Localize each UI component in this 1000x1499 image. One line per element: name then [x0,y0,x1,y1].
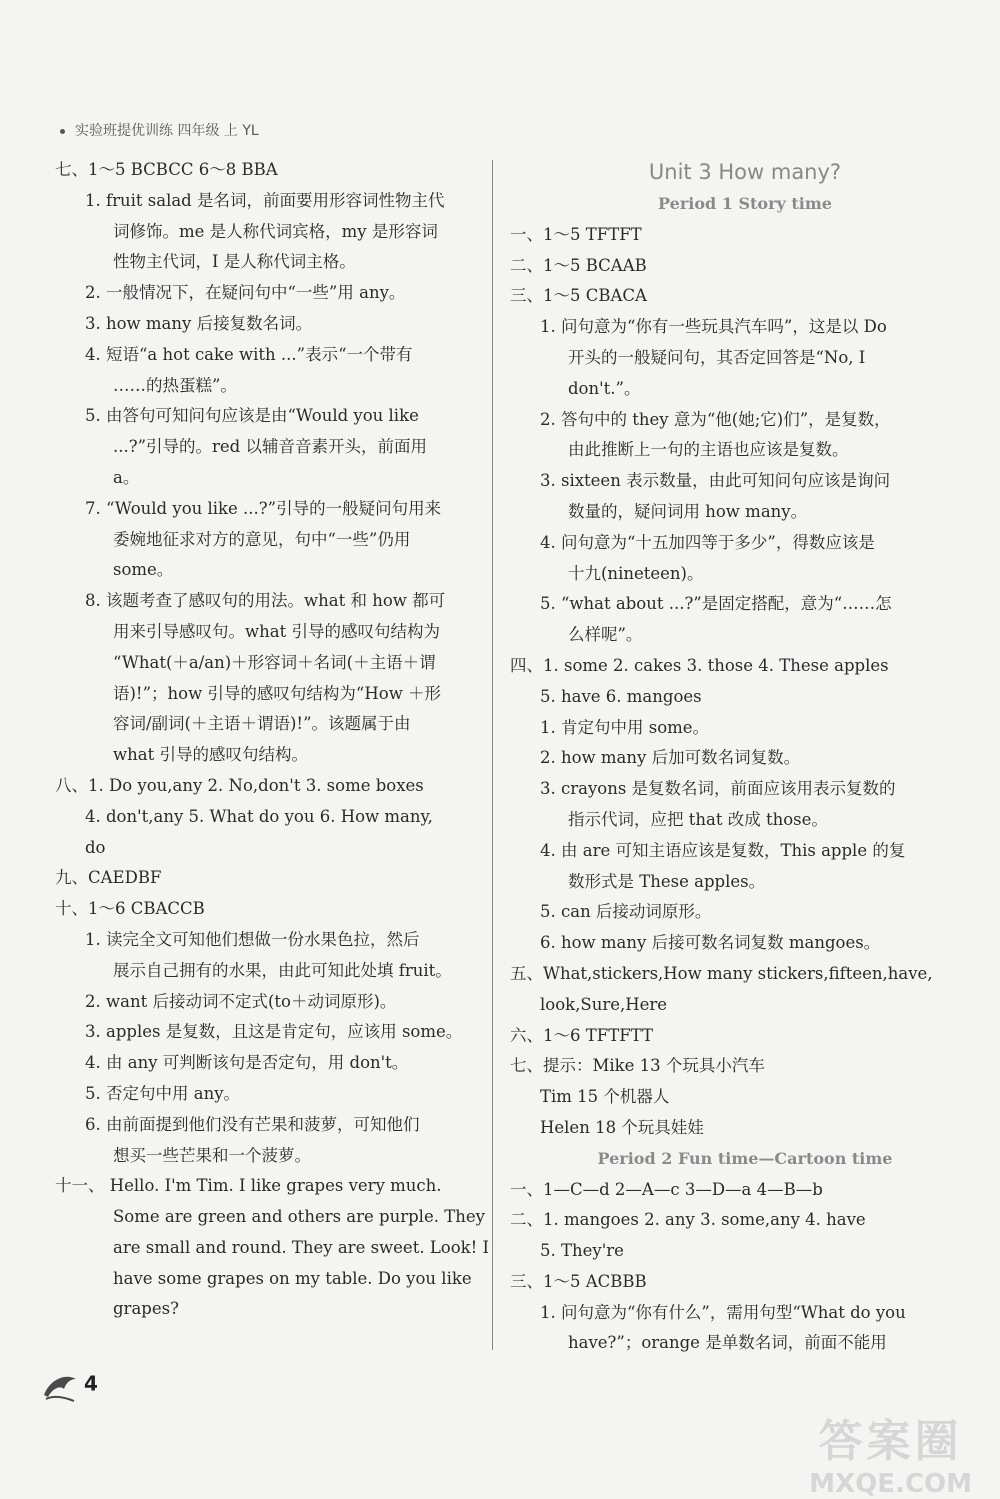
answer-line: 7. “Would you like ...?”引导的一般疑问句用来 [85,498,442,518]
answer-line: 5. 由答句可知问句应该是由“Would you like [85,406,419,426]
answer-line: 八、1. Do you,any 2. No,don't 3. some boxes [55,775,424,795]
answer-line: Some are green and others are purple. They [113,1207,485,1227]
answer-line: 二、1～5 BCAAB [510,255,647,275]
dolphin-logo-icon [40,1365,80,1405]
period-1-heading: Period 1 Story time [658,194,832,213]
answer-line: Helen 18 个玩具娃娃 [540,1117,704,1137]
answer-line: 六、1～6 TFTFTT [510,1025,653,1045]
answer-line: 词修饰。me 是人称代词宾格，my 是形容词 [113,221,438,241]
answer-line: Tim 15 个机器人 [540,1087,670,1107]
answer-line: look,Sure,Here [540,994,668,1014]
answer-line: 1. 问句意为“你有什么”，需用句型“What do you [540,1302,906,1322]
answer-line: 想买一些芒果和一个菠萝。 [113,1145,311,1165]
answer-line: 委婉地征求对方的意见，句中“一些”仍用 [113,529,411,549]
unit-title: Unit 3 How many? [648,160,842,184]
header-text: 实验班提优训练 四年级 上 YL [75,123,259,139]
answer-line: 4. 由 any 可判断该句是否定句，用 don't。 [85,1053,409,1073]
answer-line: 九、CAEDBF [55,868,162,888]
answer-line: 二、1. mangoes 2. any 3. some,any 4. have [510,1210,866,1230]
answer-line: 十一、 Hello. I'm Tim. I like grapes very much. [55,1176,442,1196]
answer-line: 2. want 后接动词不定式(to＋动词原形)。 [85,991,397,1011]
period-2-answers [510,1175,940,1360]
watermark-logo: 答案圈 MXQE.COM [809,1416,972,1499]
answer-line: 5. 否定句中用 any。 [85,1083,241,1103]
answer-line: 展示自己拥有的水果，由此可知此处填 fruit。 [113,960,452,980]
answer-line: 指示代词，应把 that 改成 those。 [568,809,828,829]
answer-line: 2. 答句中的 they 意为“他(她;它)们”，是复数， [540,409,891,429]
answer-line: 2. how many 后加可数名词复数。 [540,748,801,768]
answer-line: 三、1～5 ACBBB [510,1271,647,1291]
answer-line: do [85,837,106,857]
answer-line: 么样呢”。 [568,625,643,645]
answer-line: 8. 该题考查了感叹句的用法。what 和 how 都可 [85,591,446,611]
answer-line: 4. don't,any 5. What do you 6. How many, [85,806,433,826]
answer-line: what 引导的感叹句结构。 [113,745,308,765]
left-column [55,155,490,1325]
answer-line: 1. 读完全文可知他们想做一份水果色拉，然后 [85,929,420,949]
page-number-text: 4 [84,1371,98,1396]
answer-line: 由此推断上一句的主语也应该是复数。 [568,440,849,460]
answer-line: 3. how many 后接复数名词。 [85,313,313,333]
answer-line: 6. how many 后接可数名词复数 mangoes。 [540,933,881,953]
right-column [510,155,940,1359]
answer-line: 1. 肯定句中用 some。 [540,717,710,737]
answer-line: ...?”引导的。red 以辅音音素开头，前面用 [113,437,427,457]
page-number [40,1365,98,1405]
answer-line: a。 [113,467,140,487]
period-1-answers [510,220,940,1144]
period-2-heading: Period 2 Fun time—Cartoon time [597,1148,893,1168]
answer-line: 十、1～6 CBACCB [55,899,205,919]
answer-line: 用来引导感叹句。what 引导的感叹句结构为 [113,621,440,641]
answer-line: 3. crayons 是复数名词，前面应该用表示复数的 [540,779,896,799]
answer-line: grapes? [113,1299,179,1319]
answer-line: 4. 由 are 可知主语应该是复数，This apple 的复 [540,840,906,860]
answer-line: 七、提示：Mike 13 个玩具小汽车 [510,1056,765,1076]
page-header [60,120,259,140]
answer-line: 性物主代词，I 是人称代词主格。 [113,252,356,272]
answer-line: 6. 由前面提到他们没有芒果和菠萝，可知他们 [85,1114,420,1134]
answer-line: 三、1～5 CBACA [510,286,647,306]
answer-line: 4. 短语“a hot cake with ...”表示“一个带有 [85,344,413,364]
answer-line: 语)!”；how 引导的感叹句结构为“How ＋形 [113,683,442,703]
answer-line: are small and round. They are sweet. Look! I [113,1237,490,1257]
answer-line: “What(＋a/an)＋形容词＋名词(＋主语＋谓 [113,652,436,672]
answer-line: 数量的，疑问词用 how many。 [568,501,808,521]
answer-line: 容词/副词(＋主语＋谓语)!”。该题属于由 [113,714,411,734]
answer-line: 一、1～5 TFTFT [510,224,642,244]
answer-line: 1. 问句意为“你有一些玩具汽车吗”，这是以 Do [540,317,887,337]
answer-line: have some grapes on my table. Do you like [113,1268,472,1288]
answer-line: 5. They're [540,1241,624,1261]
answer-line: 一、1—C—d 2—A—c 3—D—a 4—B—b [510,1179,823,1199]
answer-line: 四、1. some 2. cakes 3. those 4. These apples [510,655,889,675]
answer-line: have?”；orange 是单数名词，前面不能用 [568,1333,887,1353]
answer-line: 开头的一般疑问句，其否定回答是“No, I [568,347,866,367]
answer-line: 十九(nineteen)。 [568,563,704,583]
answer-line: don't.”。 [568,378,641,398]
answer-line: 1. fruit salad 是名词，前面要用形容词性物主代 [85,190,445,210]
answer-line: ……的热蛋糕”。 [113,375,237,395]
answer-line: 5. “what about ...?”是固定搭配，意为“……怎 [540,594,892,614]
answer-line: 3. apples 是复数，且这是肯定句，应该用 some。 [85,1022,463,1042]
answer-line: 5. can 后接动词原形。 [540,902,712,922]
bullet-icon [60,129,65,134]
answer-line: 2. 一般情况下，在疑问句中“一些”用 any。 [85,283,406,303]
answer-line: 3. sixteen 表示数量，由此可知问句应该是询问 [540,471,891,491]
answer-line: 数形式是 These apples。 [568,871,766,891]
column-divider [492,160,493,1350]
answer-line: 4. 问句意为“十五加四等于多少”，得数应该是 [540,532,875,552]
answer-line: 5. have 6. mangoes [540,686,702,706]
answer-line: 七、1～5 BCBCC 6～8 BBA [55,160,278,179]
answer-line: 五、What,stickers,How many stickers,fifteen,have, [510,963,933,983]
answer-line: some。 [113,560,174,580]
